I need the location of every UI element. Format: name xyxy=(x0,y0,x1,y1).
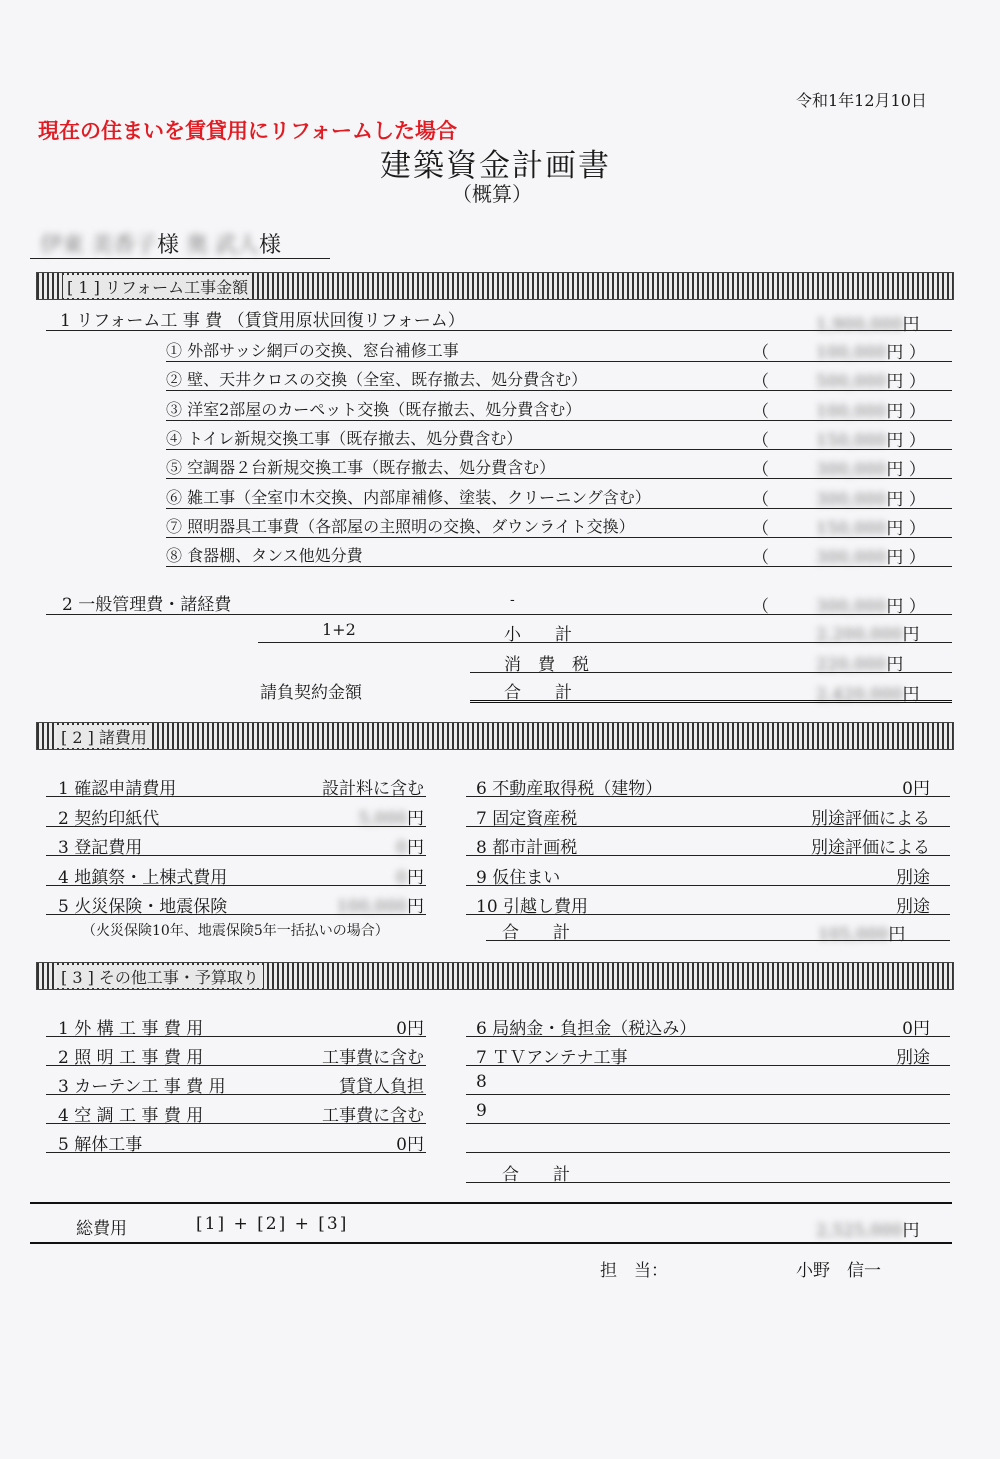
reform-subitem-label: ⑧ 食器棚、タンス他処分費 xyxy=(166,546,363,566)
person-in-charge-name: 小野 信一 xyxy=(796,1261,881,1281)
reform-subitem-amount-value: 150,000 xyxy=(816,430,887,451)
section3-total-rule xyxy=(466,1182,950,1183)
expense-item-rule xyxy=(466,855,950,856)
other-work-label: 3 カーテン工 事 費 用 xyxy=(58,1077,226,1097)
expense-item-label: 1 確認申請費用 xyxy=(58,779,177,799)
reform-subitem-amount-value: 300,000 xyxy=(816,548,887,569)
expense-item-label: 6 不動産取得税（建物） xyxy=(476,779,663,799)
section1-header-bar xyxy=(36,272,954,300)
section2-total-amount: 105,000円 xyxy=(818,925,906,945)
grand-bottom-rule xyxy=(30,1242,952,1244)
section1-header: [ 1 ] リフォーム工事金額 xyxy=(63,275,252,298)
section2-header: [ 2 ] 諸費用 xyxy=(57,725,151,748)
reform-subitem-rule xyxy=(166,390,952,391)
expense-item-value: 0円 xyxy=(902,779,930,799)
subtotal-formula: 1+2 xyxy=(322,620,356,639)
expense-item-label: 8 都市計画税 xyxy=(476,838,578,858)
total-label: 合 計 xyxy=(504,683,572,703)
other-work-value: 0円 xyxy=(396,1135,424,1155)
general-expense-amount: 300,000円 ） xyxy=(816,597,926,617)
reform-subitem-paren-open: （ xyxy=(752,372,769,393)
other-work-label: 5 解体工事 xyxy=(58,1135,143,1155)
general-expense-label: 2 一般管理費・諸経費 xyxy=(62,595,232,615)
expense-item-value: 別途 xyxy=(896,897,930,917)
reform-subitem-amount-value: 500,000 xyxy=(816,372,887,393)
expense-item-yen: 円 xyxy=(407,838,424,858)
reform-subitem-label: ⑦ 照明器具工事費（各部屋の主照明の交換、ダウンライト交換） xyxy=(166,516,635,536)
reform-subitem-amount xyxy=(816,514,926,539)
reform-subitem-amount xyxy=(816,426,926,451)
reform-subitem-amount-value: 100,000 xyxy=(816,343,887,363)
total-amount: 2,420,000円 xyxy=(816,685,920,705)
other-work-label: 7 ＴＶアンテナ工事 xyxy=(476,1048,628,1068)
reform-subitem-rule xyxy=(166,420,952,421)
other-work-rule xyxy=(46,1065,426,1066)
section2-total-rule xyxy=(486,940,950,941)
other-work-value: 賃貸人負担 xyxy=(339,1077,424,1097)
expense-item-rule xyxy=(46,885,426,886)
other-work-value: 0円 xyxy=(902,1019,930,1039)
section3-header-bar xyxy=(36,962,954,990)
person-in-charge-label: 担 当： xyxy=(600,1261,668,1281)
section2-header-bar xyxy=(36,722,954,750)
other-work-label: 4 空 調 工 事 費 用 xyxy=(58,1106,204,1126)
tax-rule xyxy=(470,672,952,673)
expense-item-label: 7 固定資産税 xyxy=(476,808,578,829)
expense-item-label: 9 仮住まい xyxy=(476,867,561,888)
expense-item-value: 設計料に含む xyxy=(322,779,424,799)
general-expense-paren-open: （ xyxy=(752,597,769,617)
subtotal-label: 小 計 xyxy=(504,625,572,645)
grand-total-label: 総費用 xyxy=(76,1219,127,1239)
other-work-label: 2 照 明 工 事 費 用 xyxy=(58,1048,204,1068)
reform-subitem-label: ③ 洋室2部屋のカーペット交換（既存撤去、処分費含む） xyxy=(166,399,582,419)
reform-subitem-amount xyxy=(816,543,926,568)
section3-blank-rule xyxy=(466,1152,950,1153)
reform-subitem-rule xyxy=(166,478,952,479)
expense-item-yen: 円 xyxy=(407,897,424,917)
subtotal-amount: 2,200,000円 xyxy=(816,625,920,645)
expense-item-amount: 5,000 xyxy=(358,808,407,829)
section3-header: [ 3 ] その他工事・予算取り xyxy=(57,965,263,988)
other-work-rule xyxy=(466,1094,950,1095)
other-work-rule xyxy=(46,1036,426,1037)
reform-cost-amount: 1,900,000円 xyxy=(816,315,920,335)
expense-item-rule xyxy=(46,826,426,827)
total-double-rule xyxy=(470,700,952,703)
reform-subitem-paren-open: （ xyxy=(752,518,769,539)
expense-item-amount: 0 xyxy=(396,838,407,858)
expense-item-rule xyxy=(46,855,426,856)
tax-amount: 220,000円 xyxy=(816,655,904,675)
reform-subitem-amount-value: 150,000 xyxy=(816,518,887,539)
document-title: 建築資金計画書 xyxy=(380,148,611,184)
expense-item-yen: 円 xyxy=(407,808,424,829)
reform-subitem-amount-value: 100,000 xyxy=(816,401,887,422)
expense-item-rule xyxy=(466,826,950,827)
expense-item-rule xyxy=(46,796,426,797)
expense-item-label: 2 契約印紙代 xyxy=(58,808,160,829)
expense-item-rule xyxy=(466,885,950,886)
other-work-label: 8 xyxy=(476,1072,487,1092)
insurance-note: （火災保険10年、地震保険5年一括払いの場合） xyxy=(82,923,389,939)
reform-subitem-rule xyxy=(166,508,952,509)
client-suffix-2: 様 xyxy=(259,233,282,258)
expense-item-amount: 100,000 xyxy=(336,897,407,917)
reform-subitem-paren-open: （ xyxy=(752,343,769,363)
red-heading: 現在の住まいを賃貸用にリフォームした場合 xyxy=(38,118,457,143)
other-work-rule xyxy=(46,1152,426,1153)
expense-item-value: 別途評価による xyxy=(811,838,930,858)
client-suffix-1: 様 xyxy=(157,233,180,258)
client-underline xyxy=(30,258,330,259)
grand-total-amount: 2,525,000円 xyxy=(816,1221,920,1241)
reform-cost-rule xyxy=(46,330,952,331)
other-work-label: 9 xyxy=(476,1101,487,1121)
expense-item-value: 別途 xyxy=(896,867,930,888)
other-work-value: 工事費に含む xyxy=(322,1106,424,1126)
document-date: 令和1年12月10日 xyxy=(796,91,927,110)
other-work-rule xyxy=(466,1036,950,1037)
grand-top-rule xyxy=(30,1202,952,1204)
contract-amount-label: 請負契約金額 xyxy=(260,683,362,703)
reform-subitem-paren-open: （ xyxy=(752,489,769,510)
reform-subitem-amount-close: 円 ） xyxy=(886,430,926,451)
other-work-rule xyxy=(46,1094,426,1095)
reform-subitem-amount-close: 円 ） xyxy=(886,401,926,422)
client-name-2: 奥 武人 xyxy=(186,233,260,258)
reform-subitem-label: ⑤ 空調器２台新規交換工事（既存撤去、処分費含む） xyxy=(166,458,556,478)
reform-subitem-rule xyxy=(166,537,952,538)
reform-subitem-rule xyxy=(166,449,952,450)
reform-subitem-paren-open: （ xyxy=(752,401,769,422)
reform-subitem-paren-open: （ xyxy=(752,460,769,481)
expense-item-yen: 円 xyxy=(407,867,424,888)
other-work-value: 別途 xyxy=(896,1048,930,1068)
reform-cost-label: 1 リフォーム工 事 費 （賃貸用原状回復リフォーム） xyxy=(60,311,465,331)
general-expense-dash: - xyxy=(510,592,515,608)
reform-subitem-amount-close: 円 ） xyxy=(886,548,926,569)
other-work-rule xyxy=(466,1123,950,1124)
reform-subitem-paren-open: （ xyxy=(752,548,769,569)
reform-subitem-amount xyxy=(816,455,926,480)
other-work-label: 1 外 構 工 事 費 用 xyxy=(58,1019,204,1039)
expense-item-rule xyxy=(466,796,950,797)
other-work-value: 工事費に含む xyxy=(322,1048,424,1068)
reform-subitem-amount-close: 円 ） xyxy=(886,460,926,481)
other-work-rule xyxy=(46,1123,426,1124)
other-work-value: 0円 xyxy=(396,1019,424,1039)
expense-item-amount: 0 xyxy=(396,867,407,888)
reform-subitem-amount xyxy=(816,397,926,422)
reform-subitem-paren-open: （ xyxy=(752,430,769,451)
expense-item-rule xyxy=(466,914,950,915)
expense-item-label: 10 引越し費用 xyxy=(476,897,589,917)
grand-total-formula: [1] + [2] + [3] xyxy=(196,1214,349,1234)
section2-total-label: 合 計 xyxy=(502,923,570,943)
subtotal-rule xyxy=(258,642,952,643)
expense-item-value: 別途評価による xyxy=(811,808,930,829)
general-expense-rule xyxy=(46,614,952,615)
reform-subitem-label: ④ トイレ新規交換工事（既存撤去、処分費含む） xyxy=(166,428,523,448)
reform-subitem-amount-close: 円 ） xyxy=(886,489,926,510)
reform-subitem-amount xyxy=(816,485,926,510)
client-names xyxy=(40,228,281,259)
reform-subitem-amount-value: 300,000 xyxy=(816,460,887,481)
reform-subitem-rule xyxy=(166,361,952,362)
reform-subitem-amount-close: 円 ） xyxy=(886,343,926,363)
reform-subitem-label: ⑥ 雑工事（全室巾木交換、内部扉補修、塗装、クリーニング含む） xyxy=(166,487,651,507)
client-name-1: 伊東 美香子 xyxy=(40,233,157,258)
document-subtitle: （概算） xyxy=(452,182,532,206)
reform-subitem-amount xyxy=(816,338,926,363)
reform-subitem-amount-close: 円 ） xyxy=(886,518,926,539)
reform-subitem-label: ① 外部サッシ網戸の交換、窓台補修工事 xyxy=(166,341,459,360)
tax-label: 消 費 税 xyxy=(504,655,589,675)
expense-item-rule xyxy=(46,914,426,915)
section3-total-label: 合 計 xyxy=(502,1165,570,1185)
reform-subitem-amount-close: 円 ） xyxy=(886,372,926,393)
expense-item-label: 5 火災保険・地震保険 xyxy=(58,897,228,917)
other-work-label: 6 局納金・負担金（税込み） xyxy=(476,1019,697,1039)
other-work-rule xyxy=(466,1065,950,1066)
expense-item-label: 4 地鎮祭・上棟式費用 xyxy=(58,867,228,888)
expense-item-label: 3 登記費用 xyxy=(58,838,143,858)
reform-subitem-label: ② 壁、天井クロスの交換（全室、既存撤去、処分費含む） xyxy=(166,370,588,390)
reform-subitem-amount-value: 300,000 xyxy=(816,489,887,510)
reform-subitem-rule xyxy=(166,566,952,567)
reform-subitem-amount xyxy=(816,367,926,392)
